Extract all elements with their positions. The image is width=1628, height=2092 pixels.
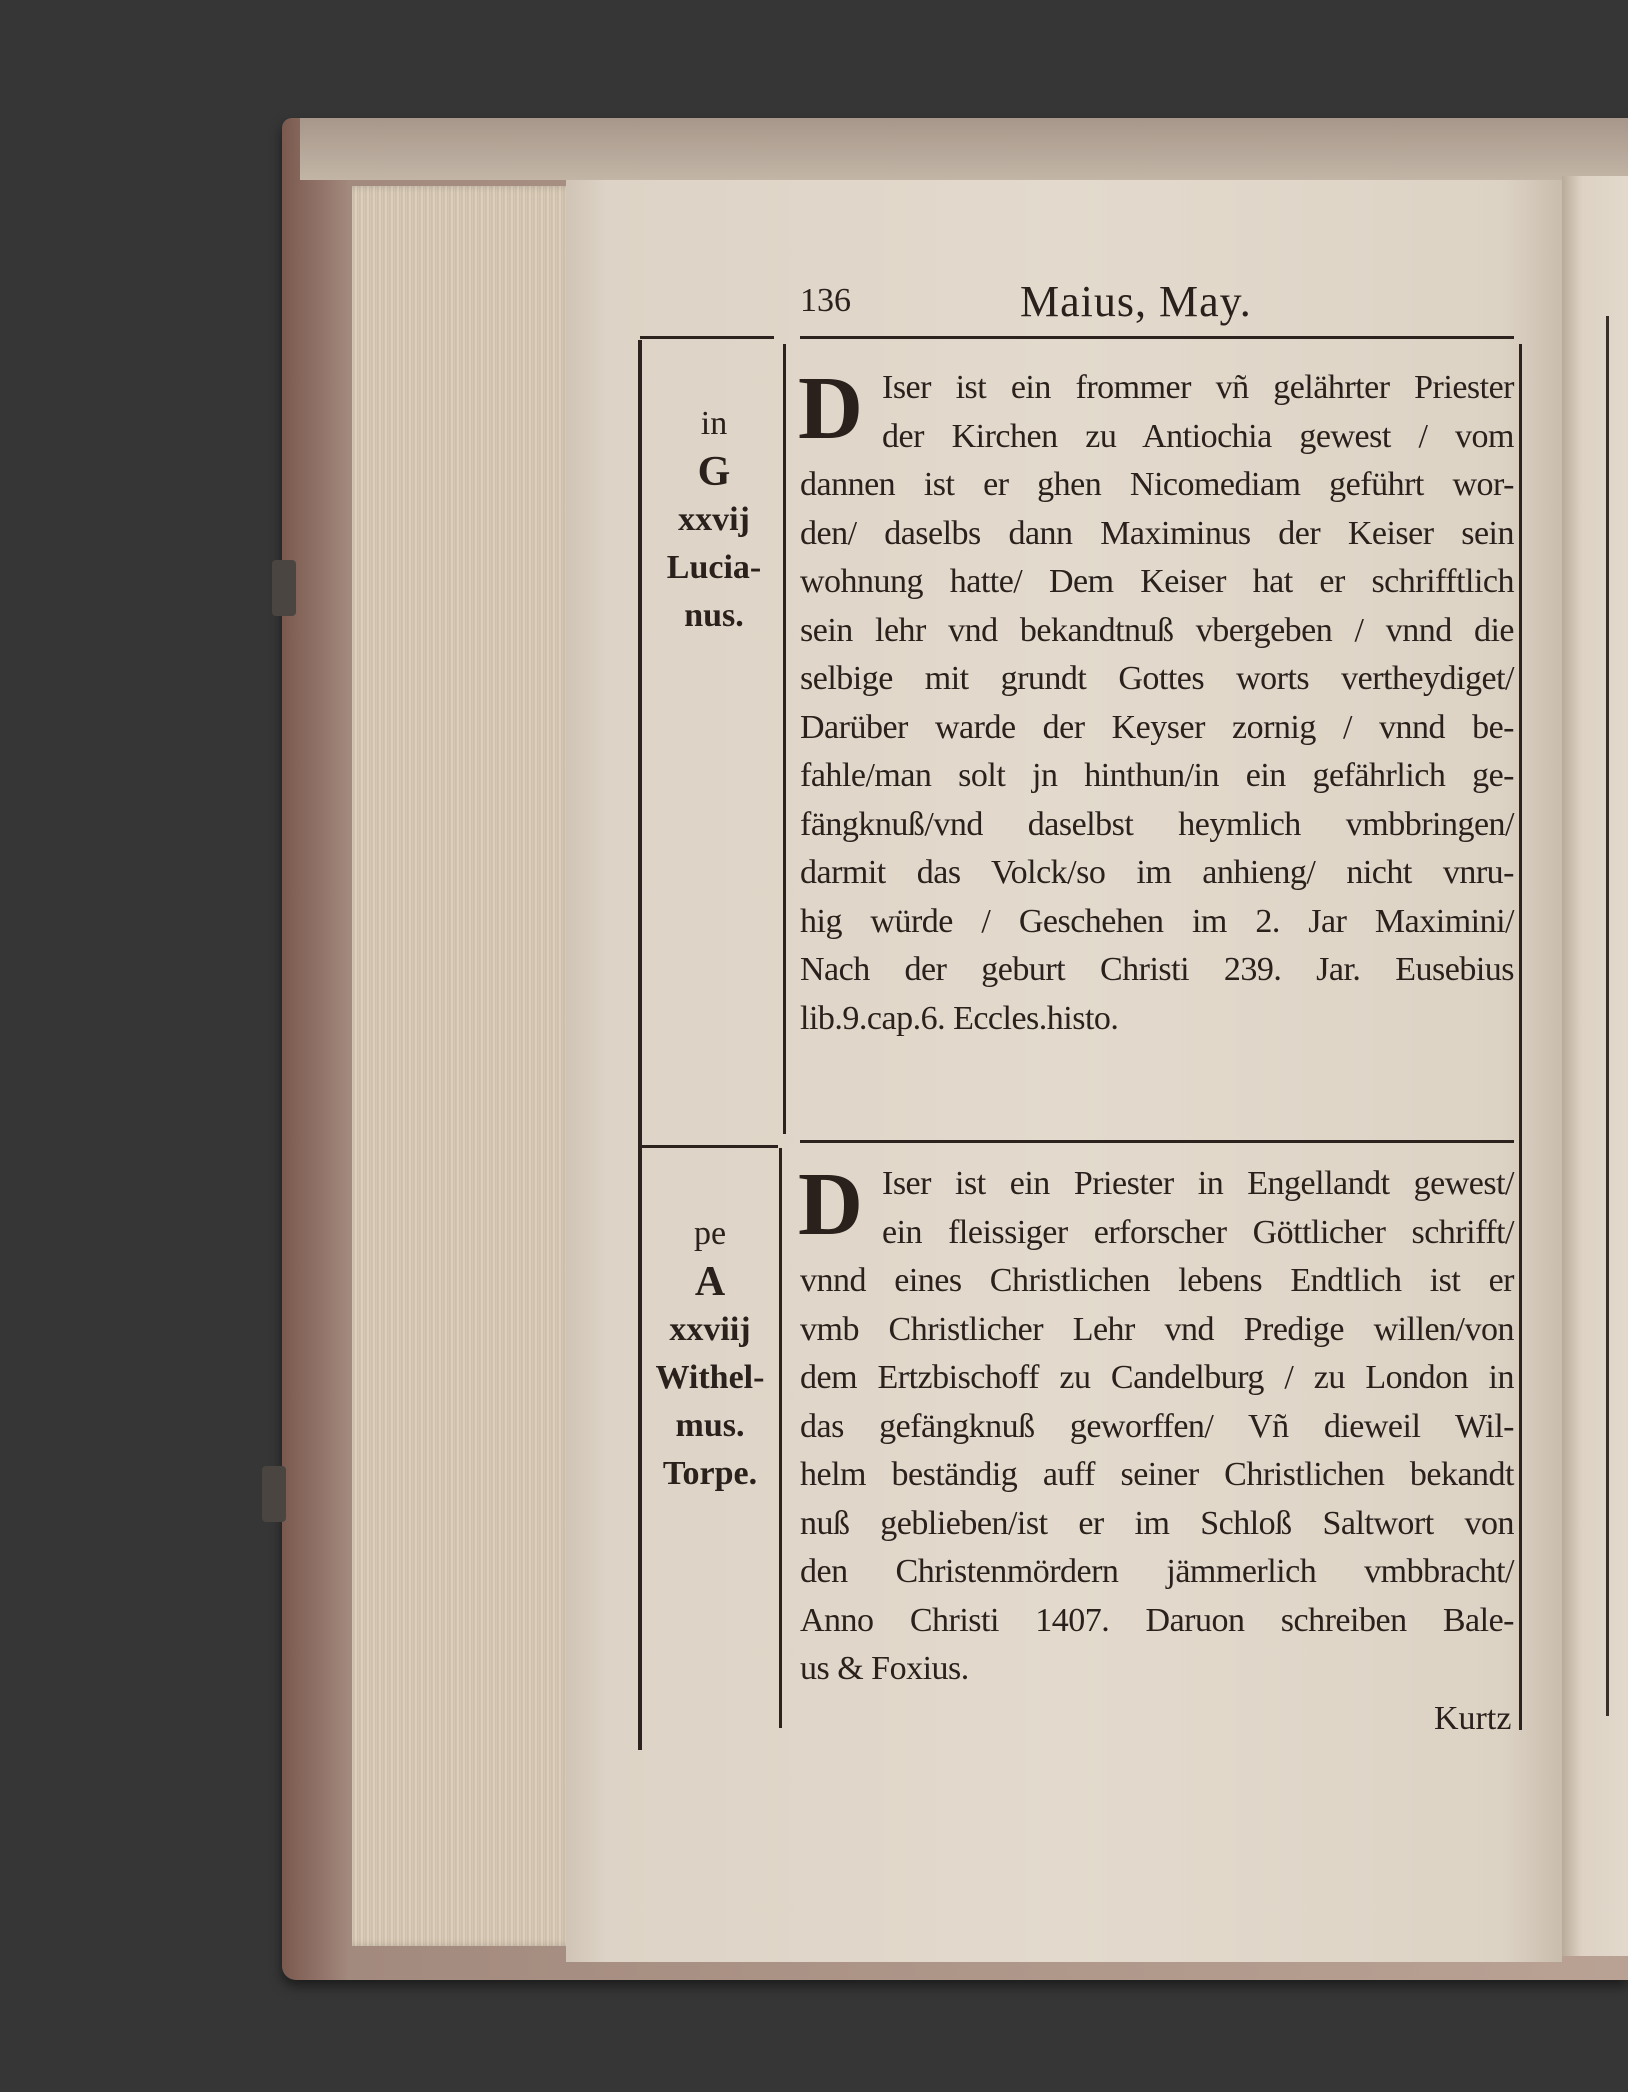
text-line: sein lehr vnd bekandtnuß vbergeben / vnnd die <box>800 611 1514 649</box>
text-line: hig würde / Geschehen im 2. Jar Maximini/ <box>800 902 1514 940</box>
margin-line: A <box>694 1259 726 1305</box>
margin-line: pe <box>693 1215 727 1252</box>
margin-line: Torpe. <box>662 1455 758 1492</box>
clasp-top <box>272 560 296 616</box>
text-line: das gefängknuß geworffen/ Vñ dieweil Wil- <box>800 1407 1514 1445</box>
text-line: darmit das Volck/so im anhieng/ nicht vnru- <box>800 854 1514 891</box>
outer-right-rule <box>1519 344 1522 1730</box>
outer-left-rule <box>638 340 642 1750</box>
page-title: Maius, May. <box>1020 277 1252 326</box>
drop-cap-1: D <box>798 364 863 454</box>
margin-line: nus. <box>684 597 744 634</box>
text-line: wohnung hatte/ Dem Keiser hat er schrifftlich <box>800 563 1514 600</box>
text-line: dannen ist er ghen Nicomediam geführt wor- <box>800 466 1514 503</box>
margin-note-2 <box>640 1210 780 1498</box>
book-top-edge <box>300 118 1628 180</box>
text-line: Iser ist ein frommer vñ gelährter Priester <box>882 369 1514 406</box>
text-line: us & Foxius. <box>800 1650 969 1687</box>
text-line: den Christenmördern jämmerlich vmbbracht/ <box>800 1553 1514 1590</box>
text-line: dem Ertzbischoff zu Candelburg / zu London in <box>800 1359 1514 1396</box>
text-line: Nach der geburt Christi 239. Jar. Eusebius <box>800 951 1514 988</box>
text-line: fahle/man solt jn hinthun/in ein gefährlich ge- <box>800 757 1514 794</box>
text-line: Darüber warde der Keyser zornig / vnnd be- <box>800 708 1514 746</box>
text-line: vmb Christlicher Lehr vnd Predige willen/von <box>800 1310 1514 1348</box>
drop-cap-2: D <box>798 1160 863 1250</box>
text-line: Anno Christi 1407. Daruon schreiben Bale- <box>800 1601 1514 1639</box>
margin-line: Withel- <box>655 1359 765 1396</box>
text-line: der Kirchen zu Antiochia gewest / vom <box>882 417 1514 455</box>
page-block-edges <box>352 186 576 1946</box>
divider-right <box>800 1140 1514 1143</box>
margin-line: xxvij <box>678 501 750 538</box>
facing-page-rule <box>1606 316 1609 1716</box>
facing-page <box>1562 176 1628 1956</box>
catchword: Kurtz <box>1434 1700 1512 1737</box>
text-line: lib.9.cap.6. Eccles.histo. <box>800 999 1119 1037</box>
margin-line: xxviij <box>669 1311 751 1348</box>
text-line: selbige mit grundt Gottes worts vertheydiget/ <box>800 660 1514 697</box>
entry-text-2 <box>800 1160 1514 1694</box>
text-line: nuß geblieben/ist er im Schloß Saltwort von <box>800 1504 1514 1542</box>
text-line: fängknuß/vnd daselbst heymlich vmbbringen/ <box>800 805 1514 843</box>
divider-left <box>642 1145 778 1148</box>
margin-note-1 <box>644 400 784 640</box>
clasp-bottom <box>262 1466 286 1522</box>
margin-line: G <box>697 449 731 495</box>
entry-text-1 <box>800 364 1514 1043</box>
header-rule-left <box>640 336 774 339</box>
text-line: helm beständig auff seiner Christlichen bekandt <box>800 1456 1514 1493</box>
margin-line: mus. <box>675 1407 745 1444</box>
text-line: ein fleissiger erforscher Göttlicher schrifft/ <box>882 1213 1514 1251</box>
margin-line: Lucia- <box>666 549 762 586</box>
text-line: den/ daselbs dann Maximinus der Keiser sein <box>800 514 1514 552</box>
text-line: vnnd eines Christlichen lebens Endtlich ist er <box>800 1262 1514 1299</box>
margin-line: in <box>700 405 728 442</box>
text-line: Iser ist ein Priester in Engellandt gewest/ <box>882 1165 1514 1202</box>
page-number: 136 <box>800 282 851 319</box>
header-rule-right <box>800 336 1514 339</box>
